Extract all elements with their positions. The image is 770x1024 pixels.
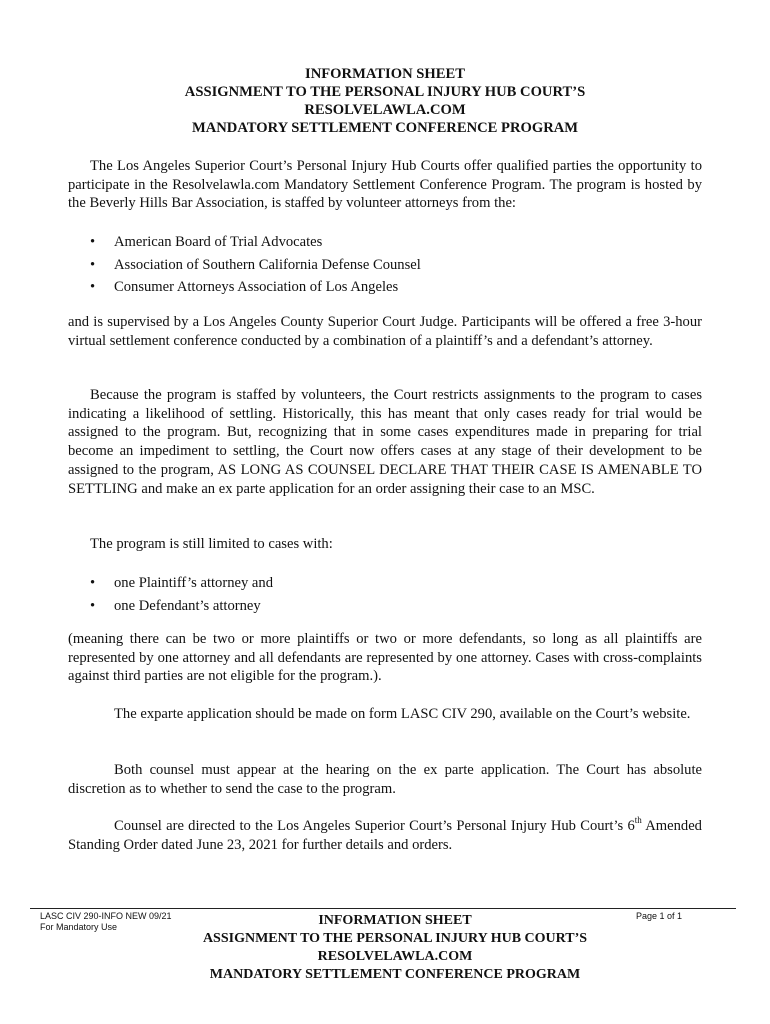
supervision-paragraph: and is supervised by a Los Angeles County Superior Court Judge. Participants will be offered a free 3-hour virtual settlement conference conducted by a combination of a plaintiff’s and a defendant’s attorney. [68, 314, 702, 349]
bullet-icon: • [90, 575, 96, 591]
title-line-4: MANDATORY SETTLEMENT CONFERENCE PROGRAM [191, 120, 579, 136]
list-item: • one Defendant’s attorney [90, 595, 273, 618]
footer-title-line-4: MANDATORY SETTLEMENT CONFERENCE PROGRAM [209, 967, 581, 982]
standing-order-paragraph: Counsel are directed to the Los Angeles Superior Court’s Personal Injury Hub Court’s 6th Amended Standing Order dated June 23, 2021 for further details and orders. [68, 815, 702, 853]
footer-title-line-2: ASSIGNMENT TO THE PERSONAL INJURY HUB COURT’S [202, 931, 588, 946]
bullet-icon: • [90, 279, 96, 295]
volunteer-paragraph: Because the program is staffed by volunteers, the Court restricts assignments to the program to cases indicating a likelihood of settling. Historically, this has meant that only cases ready for trial would be assigned to the program. But, recognizing that in some cases expenditures made in preparing for trial become an impediment to settling, the Court now offers cases at any stage of their development to be assigned to the program, AS LONG AS COUNSEL DECLARE THAT THEIR CASE IS AMENABLE TO SETTLING and make an ex parte application for an order assigning their case to an MSC. [68, 387, 702, 497]
form-usage: For Mandatory Use [40, 922, 118, 932]
footer-divider [30, 908, 736, 909]
page-number: Page 1 of 1 [636, 911, 683, 921]
title-line-1: INFORMATION SHEET [305, 66, 465, 82]
title-line-3: RESOLVELAWLA.COM [304, 102, 466, 118]
list-item: • Association of Southern California Defense Counsel [90, 254, 421, 277]
exparte-paragraph: The exparte application should be made on form LASC CIV 290, available on the Court’s website. [114, 706, 691, 722]
bullet-icon: • [90, 256, 96, 273]
limits-list [90, 572, 273, 617]
list-item: • Consumer Attorneys Association of Los Angeles [90, 276, 421, 299]
superscript: th [634, 815, 642, 825]
footer-title-line-1: INFORMATION SHEET [318, 913, 472, 928]
list-item: • American Board of Trial Advocates [90, 231, 421, 254]
title-line-2: ASSIGNMENT TO THE PERSONAL INJURY HUB COURT’S [184, 84, 586, 100]
meaning-paragraph: (meaning there can be two or more plaintiffs or two or more defendants, so long as all plaintiffs are represented by one attorney and all defendants are represented by one attorney. Cases with cross-complaints against third parties are not eligible for the program.). [68, 631, 702, 685]
bullet-icon: • [90, 234, 96, 250]
intro-paragraph: The Los Angeles Superior Court’s Personal Injury Hub Courts offer qualified parties the opportunity to participate in the Resolvelawla.com Mandatory Settlement Conference Program. The program is hosted by the Beverly Hills Bar Association, is staffed by volunteer attorneys from the: [68, 158, 702, 212]
document-title [0, 65, 770, 137]
organization-list [90, 231, 421, 299]
hearing-paragraph: Both counsel must appear at the hearing on the ex parte application. The Court has absolute discretion as to whether to send the case to the program. [68, 762, 702, 797]
list-item: • one Plaintiff’s attorney and [90, 572, 273, 595]
limits-intro: The program is still limited to cases with: [90, 536, 333, 552]
footer-title [0, 912, 770, 984]
footer-title-line-3: RESOLVELAWLA.COM [317, 949, 473, 964]
form-id: LASC CIV 290-INFO NEW 09/21 [40, 911, 172, 921]
bullet-icon: • [90, 597, 96, 614]
